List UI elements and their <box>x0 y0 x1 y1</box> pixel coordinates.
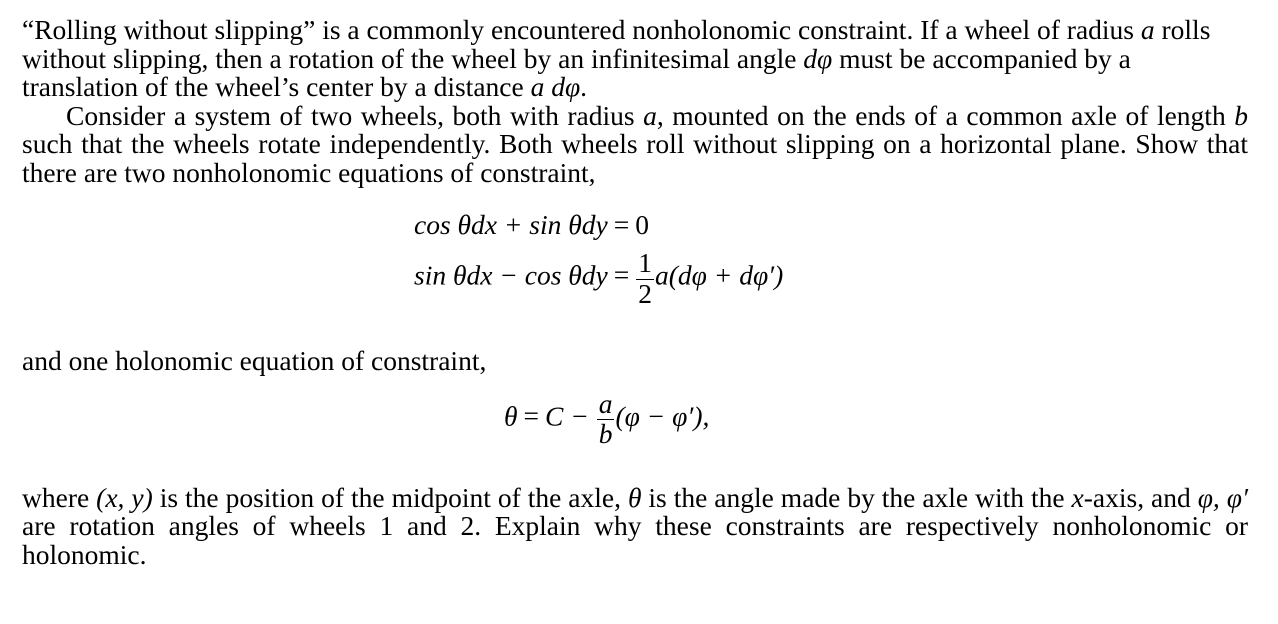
para3-text: and one holonomic equation of constraint, <box>22 345 487 376</box>
phi-symbols: φ, φ′ <box>1197 481 1249 513</box>
paragraph-rolling-constraint <box>22 16 1248 102</box>
para4-text-d: -axis, and <box>1083 481 1198 513</box>
dphi-symbol: dφ <box>803 42 833 74</box>
radius-variable: a <box>1140 14 1155 45</box>
para1-text-c: must be accompanied by a translation of the wheel’s center by a distance <box>22 42 1131 102</box>
axle-length-variable: b <box>1234 99 1248 131</box>
equation-1 <box>414 209 649 241</box>
eq3-lhs: θ <box>504 399 518 431</box>
para4-text-e: are rotation angles of wheels 1 and 2. Explain why these constraints are respectively nonholonomic or holonomic. <box>22 510 1248 570</box>
adphi-symbol: a dφ <box>530 71 581 102</box>
eq2-frac-num: 1 <box>638 247 653 278</box>
eq2-fraction <box>636 249 654 307</box>
eq3-equals: = <box>523 399 540 431</box>
para1-text-d: . <box>580 71 588 102</box>
equation-2 <box>414 249 783 307</box>
position-xy: (x, y) <box>96 481 153 513</box>
para4-text-a: where <box>22 481 97 513</box>
equation-3 <box>504 387 710 449</box>
eq3-frac-num: a <box>598 387 613 419</box>
eq2-frac-den: 2 <box>638 277 653 309</box>
theta-symbol: θ <box>627 481 642 513</box>
eq1-rhs: 0 <box>635 209 650 240</box>
eq3-fraction <box>597 387 615 449</box>
eq1-lhs: cos θdx + sin θdy <box>414 209 608 240</box>
radius-variable-2: a <box>643 99 657 131</box>
paragraph-definitions <box>22 481 1249 570</box>
eq3-tail: (φ − φ′), <box>615 399 710 431</box>
eq2-lhs: sin θdx − cos θdy <box>414 259 608 291</box>
problem-statement <box>22 16 1248 569</box>
para4-text-b: is the position of the midpoint of the axle, <box>152 481 628 513</box>
x-variable: x <box>1071 481 1084 513</box>
eq3-frac-den: b <box>598 418 613 449</box>
para2-text-a: Consider a system of two wheels, both with radius <box>66 99 644 131</box>
para2-text-b: , mounted on the ends of a common axle of length <box>656 99 1235 131</box>
eq2-equals: = <box>613 259 630 291</box>
eq1-equals: = <box>613 209 630 240</box>
paragraph-holonomic-intro <box>22 347 1248 376</box>
eq2-rhs-tail: a(dφ + dφ′) <box>655 259 784 291</box>
para4-text-c: is the angle made by the axle with the <box>641 481 1072 513</box>
para1-text-b: rolls without slipping, then a rotation of the wheel by an infinitesimal angle <box>22 14 1211 74</box>
para2-text-c: such that the wheels rotate independently. Both wheels roll without slipping on a horizontal plane. Show that there are two nonholonomic equations of constraint, <box>22 128 1248 188</box>
eq3-constant: C − <box>545 399 589 431</box>
paragraph-two-wheels <box>22 99 1248 188</box>
para1-text-a: “Rolling without slipping” is a commonly encountered nonholonomic constraint. If a wheel of radius <box>22 14 1141 45</box>
